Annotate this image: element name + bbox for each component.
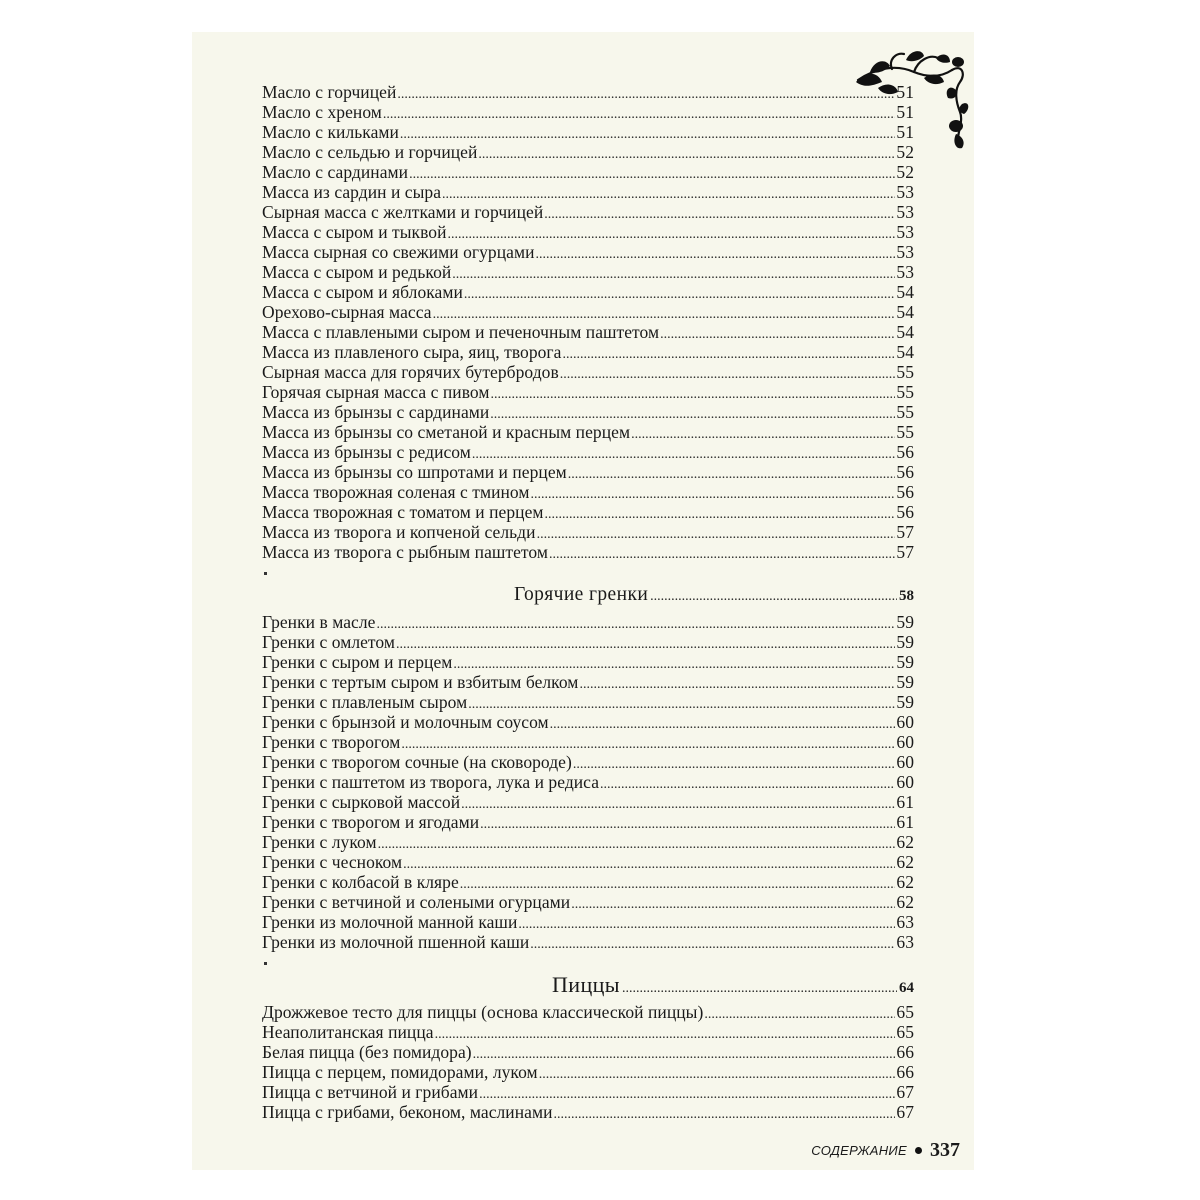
toc-entry[interactable] bbox=[262, 102, 914, 122]
toc-entry[interactable] bbox=[262, 262, 914, 282]
toc-entry-page: 60 bbox=[896, 732, 914, 752]
leader-dots bbox=[480, 815, 895, 835]
toc-entry[interactable] bbox=[262, 522, 914, 542]
toc-entry-page: 56 bbox=[896, 502, 914, 522]
leader-dots bbox=[537, 525, 896, 545]
toc-entry[interactable] bbox=[262, 402, 914, 422]
toc-entry[interactable] bbox=[262, 712, 914, 732]
toc-entry[interactable] bbox=[262, 912, 914, 932]
leader-dots bbox=[396, 635, 895, 655]
toc-entry-page: 53 bbox=[896, 262, 914, 282]
toc-entry-page: 56 bbox=[896, 462, 914, 482]
toc-entry-page: 55 bbox=[896, 422, 914, 442]
leader-dots bbox=[549, 545, 895, 565]
toc-entry-page: 51 bbox=[896, 102, 914, 122]
toc-entry-page: 60 bbox=[896, 752, 914, 772]
toc-entry[interactable] bbox=[262, 182, 914, 202]
leader-dots bbox=[571, 895, 895, 915]
toc-entry-page: 55 bbox=[896, 382, 914, 402]
toc-entry-title: Масса с сыром и яблоками bbox=[262, 282, 463, 302]
toc-entry-page: 57 bbox=[896, 542, 914, 562]
leader-dots bbox=[376, 615, 895, 635]
toc-entry-page: 55 bbox=[896, 362, 914, 382]
leader-dots bbox=[464, 285, 896, 305]
toc-entry[interactable] bbox=[262, 792, 914, 812]
toc-entry-page: 53 bbox=[896, 182, 914, 202]
toc-entry[interactable] bbox=[262, 382, 914, 402]
toc-entry-page: 59 bbox=[896, 632, 914, 652]
toc-entry[interactable] bbox=[262, 932, 914, 952]
leader-dots bbox=[650, 582, 897, 612]
toc-entry-page: 54 bbox=[896, 342, 914, 362]
toc-entry-title: Гренки с сырковой массой bbox=[262, 792, 461, 812]
leader-dots bbox=[435, 1025, 896, 1045]
toc-entry-title: Гренки из молочной манной каши bbox=[262, 912, 518, 932]
section-heading-page: 64 bbox=[899, 980, 914, 996]
toc-entry[interactable] bbox=[262, 342, 914, 362]
toc-section-pizzas bbox=[262, 1002, 914, 1122]
toc-entry-page: 62 bbox=[896, 872, 914, 892]
toc-entry-page: 63 bbox=[896, 932, 914, 952]
toc-entry-page: 62 bbox=[896, 832, 914, 852]
toc-entry[interactable] bbox=[262, 772, 914, 792]
toc-entry-page: 60 bbox=[896, 772, 914, 792]
leader-dots bbox=[478, 145, 895, 165]
toc-entry[interactable] bbox=[262, 542, 914, 562]
toc-entry-page: 51 bbox=[896, 122, 914, 142]
toc-entry-page: 61 bbox=[896, 812, 914, 832]
toc-entry-title: Сырная масса для горячих бутербродов bbox=[262, 362, 559, 382]
toc-entry-page: 67 bbox=[896, 1082, 914, 1102]
toc-entry[interactable] bbox=[262, 692, 914, 712]
toc-entry[interactable] bbox=[262, 1042, 914, 1062]
leader-dots bbox=[545, 505, 896, 525]
section-heading-title: Горячие гренки bbox=[514, 584, 649, 605]
toc-entry-title: Гренки с ветчиной и солеными огурцами bbox=[262, 892, 571, 912]
toc-section-sandwich-spreads bbox=[262, 82, 914, 562]
toc-entry-title: Масса из сардин и сыра bbox=[262, 182, 442, 202]
toc-entry-title: Орехово-сырная масса bbox=[262, 302, 432, 322]
leader-dots bbox=[409, 165, 895, 185]
toc-entry-title: Масса сырная со свежими огурцами bbox=[262, 242, 535, 262]
toc-entry-title: Масса из плавленого сыра, яиц, творога bbox=[262, 342, 562, 362]
toc-entry-title: Неаполитанская пицца bbox=[262, 1022, 434, 1042]
toc-entry[interactable] bbox=[262, 242, 914, 262]
toc-entry[interactable] bbox=[262, 1002, 914, 1022]
toc-entry[interactable] bbox=[262, 1062, 914, 1082]
toc-entry-title: Гренки с плавленым сыром bbox=[262, 692, 468, 712]
toc-entry-title: Масса с сыром и редькой bbox=[262, 262, 452, 282]
leader-dots bbox=[568, 465, 896, 485]
leader-dots bbox=[704, 1005, 895, 1025]
toc-entry-page: 52 bbox=[896, 142, 914, 162]
toc-entry-title: Гренки с творогом и ягодами bbox=[262, 812, 480, 832]
toc-entry-title: Масса творожная с томатом и перцем bbox=[262, 502, 544, 522]
toc-entry-title: Масса с сыром и тыквой bbox=[262, 222, 447, 242]
leader-dots bbox=[562, 345, 895, 365]
toc-entry[interactable] bbox=[262, 832, 914, 852]
toc-entry-page: 53 bbox=[896, 222, 914, 242]
leader-dots bbox=[461, 795, 895, 815]
toc-entry[interactable] bbox=[262, 1082, 914, 1102]
toc-entry[interactable] bbox=[262, 322, 914, 342]
toc-entry[interactable] bbox=[262, 892, 914, 912]
leader-dots bbox=[539, 1065, 896, 1085]
toc-entry[interactable] bbox=[262, 672, 914, 692]
leader-dots bbox=[554, 1105, 896, 1125]
toc-entry-page: 54 bbox=[896, 322, 914, 342]
toc-entry-title: Дрожжевое тесто для пиццы (основа классической пиццы) bbox=[262, 1002, 704, 1022]
toc-entry-title: Пицца с ветчиной и грибами bbox=[262, 1082, 479, 1102]
toc-entry-title: Масса творожная соленая с тмином bbox=[262, 482, 530, 502]
toc-entry[interactable] bbox=[262, 142, 914, 162]
leader-dots bbox=[490, 385, 895, 405]
leader-dots bbox=[631, 425, 895, 445]
toc-entry-title: Масло с хреном bbox=[262, 102, 382, 122]
toc-entry[interactable] bbox=[262, 162, 914, 182]
toc-entry-title: Гренки из молочной пшенной каши bbox=[262, 932, 530, 952]
toc-entry-title: Масса из творога с рыбным паштетом bbox=[262, 542, 548, 562]
toc-entry[interactable] bbox=[262, 422, 914, 442]
leader-dots bbox=[383, 105, 895, 125]
leader-dots bbox=[536, 245, 896, 265]
toc-entry[interactable] bbox=[262, 1022, 914, 1042]
toc-entry-page: 66 bbox=[896, 1062, 914, 1082]
toc-entry-page: 66 bbox=[896, 1042, 914, 1062]
toc-entry-page: 57 bbox=[896, 522, 914, 542]
running-footer-label: СОДЕРЖАНИЕ bbox=[811, 1143, 907, 1158]
toc-entry-page: 54 bbox=[896, 302, 914, 322]
table-of-contents bbox=[262, 82, 914, 1122]
toc-entry-page: 59 bbox=[896, 672, 914, 692]
toc-entry-page: 54 bbox=[896, 282, 914, 302]
leader-dots bbox=[550, 715, 896, 735]
toc-entry-title: Белая пицца (без помидора) bbox=[262, 1042, 472, 1062]
leader-dots bbox=[600, 775, 895, 795]
toc-entry-page: 62 bbox=[896, 892, 914, 912]
leader-dots bbox=[518, 915, 895, 935]
toc-entry-title: Гренки в масле bbox=[262, 612, 376, 632]
leader-dots bbox=[397, 85, 895, 105]
toc-entry-page: 62 bbox=[896, 852, 914, 872]
toc-entry[interactable] bbox=[262, 852, 914, 872]
toc-entry-title: Масло с горчицей bbox=[262, 82, 397, 102]
toc-entry[interactable] bbox=[262, 462, 914, 482]
bullet-dot-icon bbox=[915, 1147, 922, 1154]
toc-entry[interactable] bbox=[262, 202, 914, 222]
toc-entry[interactable] bbox=[262, 632, 914, 652]
toc-entry-title: Гренки с тертым сыром и взбитым белком bbox=[262, 672, 579, 692]
toc-entry-page: 56 bbox=[896, 482, 914, 502]
toc-entry[interactable] bbox=[262, 442, 914, 462]
section-heading-pizzas[interactable] bbox=[262, 970, 914, 1000]
leader-dots bbox=[544, 205, 895, 225]
toc-entry-page: 52 bbox=[896, 162, 914, 182]
leader-dots bbox=[378, 835, 896, 855]
toc-entry-title: Масса из брынзы с редисом bbox=[262, 442, 471, 462]
toc-entry-title: Масса из творога и копченой сельди bbox=[262, 522, 536, 542]
toc-entry-page: 51 bbox=[896, 82, 914, 102]
section-heading-page: 58 bbox=[899, 588, 914, 604]
toc-entry-title: Масло с сельдью и горчицей bbox=[262, 142, 478, 162]
toc-entry-title: Гренки с чесноком bbox=[262, 852, 403, 872]
toc-entry[interactable] bbox=[262, 732, 914, 752]
toc-entry-title: Пицца с грибами, беконом, маслинами bbox=[262, 1102, 553, 1122]
leader-dots bbox=[560, 365, 896, 385]
toc-entry[interactable] bbox=[262, 482, 914, 502]
toc-entry-page: 56 bbox=[896, 442, 914, 462]
toc-entry-page: 53 bbox=[896, 202, 914, 222]
toc-entry[interactable] bbox=[262, 302, 914, 322]
toc-entry-title: Гренки с паштетом из творога, лука и редиса bbox=[262, 772, 600, 792]
toc-entry-page: 67 bbox=[896, 1102, 914, 1122]
toc-entry-page: 60 bbox=[896, 712, 914, 732]
toc-entry[interactable] bbox=[262, 652, 914, 672]
toc-entry[interactable] bbox=[262, 222, 914, 242]
toc-entry[interactable] bbox=[262, 1102, 914, 1122]
toc-entry-title: Масса с плавлеными сыром и печеночным паштетом bbox=[262, 322, 660, 342]
toc-entry[interactable] bbox=[262, 282, 914, 302]
toc-entry-title: Гренки с творогом сочные (на сковороде) bbox=[262, 752, 572, 772]
toc-entry-title: Гренки с колбасой в кляре bbox=[262, 872, 459, 892]
toc-entry-title: Масса из брынзы со сметаной и красным перцем bbox=[262, 422, 631, 442]
toc-entry[interactable] bbox=[262, 872, 914, 892]
toc-entry-title: Гренки с творогом bbox=[262, 732, 401, 752]
toc-entry-page: 65 bbox=[896, 1022, 914, 1042]
page-number: 337 bbox=[930, 1139, 960, 1161]
toc-entry-page: 61 bbox=[896, 792, 914, 812]
leader-dots bbox=[622, 974, 897, 1004]
section-heading-hot-toasts[interactable] bbox=[262, 580, 914, 610]
toc-entry-title: Сырная масса с желтками и горчицей bbox=[262, 202, 544, 222]
toc-entry-title: Горячая сырная масса с пивом bbox=[262, 382, 490, 402]
leader-dots bbox=[530, 935, 895, 955]
toc-entry[interactable] bbox=[262, 362, 914, 382]
toc-entry-page: 53 bbox=[896, 242, 914, 262]
toc-entry-title: Масло с сардинами bbox=[262, 162, 409, 182]
toc-entry-title: Гренки с луком bbox=[262, 832, 377, 852]
leader-dots bbox=[660, 325, 895, 345]
toc-entry-title: Гренки с брынзой и молочным соусом bbox=[262, 712, 549, 732]
toc-entry-title: Масса из брынзы с сардинами bbox=[262, 402, 490, 422]
toc-entry-title: Пицца с перцем, помидорами, луком bbox=[262, 1062, 538, 1082]
toc-entry-page: 65 bbox=[896, 1002, 914, 1022]
toc-entry-title: Масса из брынзы со шпротами и перцем bbox=[262, 462, 567, 482]
leader-dots bbox=[579, 675, 895, 695]
toc-entry-title: Гренки с омлетом bbox=[262, 632, 395, 652]
toc-entry-title: Масло с кильками bbox=[262, 122, 399, 142]
toc-entry-page: 59 bbox=[896, 652, 914, 672]
toc-entry-page: 63 bbox=[896, 912, 914, 932]
page-footer bbox=[811, 1139, 960, 1162]
leader-dots bbox=[531, 485, 896, 505]
toc-entry[interactable] bbox=[262, 752, 914, 772]
leader-dots bbox=[452, 265, 895, 285]
toc-entry-title: Гренки с сыром и перцем bbox=[262, 652, 453, 672]
leader-dots bbox=[573, 755, 896, 775]
toc-entry-page: 55 bbox=[896, 402, 914, 422]
leader-dots bbox=[403, 855, 895, 875]
section-heading-title: Пиццы bbox=[552, 972, 620, 997]
book-page bbox=[192, 32, 974, 1170]
toc-entry[interactable] bbox=[262, 612, 914, 632]
toc-entry[interactable] bbox=[262, 502, 914, 522]
toc-entry[interactable] bbox=[262, 82, 914, 102]
toc-section-hot-toasts bbox=[262, 612, 914, 952]
toc-entry[interactable] bbox=[262, 812, 914, 832]
toc-entry-page: 59 bbox=[896, 692, 914, 712]
toc-entry-page: 59 bbox=[896, 612, 914, 632]
toc-entry[interactable] bbox=[262, 122, 914, 142]
